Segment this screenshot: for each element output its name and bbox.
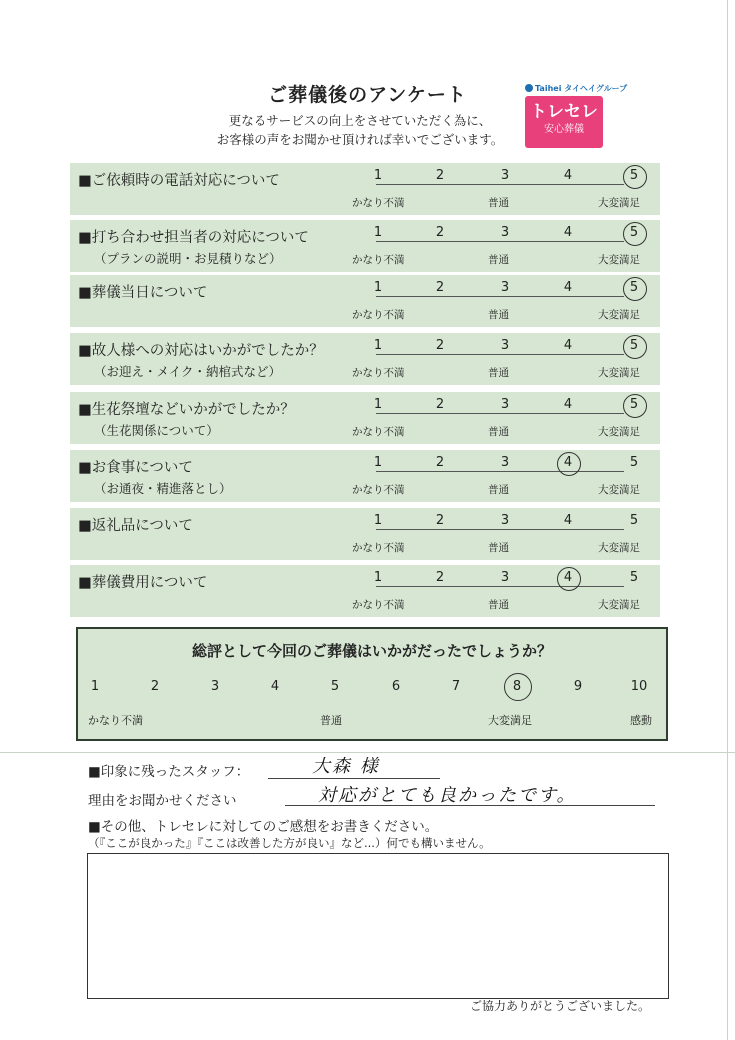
- question-subtitle: （お通夜・精進落とし）: [94, 481, 232, 496]
- question-row: [70, 392, 660, 444]
- question-title: ■生花祭壇などいかがでしたか？: [78, 402, 295, 418]
- rating-scale: [352, 454, 658, 500]
- overall-option-3[interactable]: 3: [210, 679, 220, 694]
- reason-answer[interactable]: 対応がとても良かったです。: [318, 785, 577, 806]
- scale-line: [376, 241, 624, 242]
- scale-mid-label: 普通: [488, 599, 509, 611]
- taihei-logo-icon: [525, 84, 533, 92]
- rating-option-2[interactable]: 2: [435, 455, 445, 470]
- rating-option-2[interactable]: 2: [435, 225, 445, 240]
- scale-high-label: 大変満足: [598, 599, 640, 611]
- rating-option-5[interactable]: 5: [629, 455, 639, 470]
- rating-option-3[interactable]: 3: [500, 280, 510, 295]
- question-subtitle: （生花関係について）: [94, 423, 219, 438]
- scale-line: [376, 529, 624, 530]
- rating-scale: [352, 224, 658, 270]
- rating-option-3[interactable]: 3: [500, 570, 510, 585]
- scale-high-label: 大変満足: [598, 542, 640, 554]
- rating-option-2[interactable]: 2: [435, 168, 445, 183]
- rating-scale: [352, 569, 658, 615]
- overall-scale-label: 普通: [320, 714, 342, 727]
- thanks-message: ご協力ありがとうございました。: [470, 999, 651, 1013]
- rating-option-3[interactable]: 3: [500, 513, 510, 528]
- selected-rating-circle: [623, 335, 647, 359]
- rating-option-3[interactable]: 3: [500, 397, 510, 412]
- intro-line-2: お客様の声をお聞かせ頂ければ幸いでございます。: [216, 132, 504, 147]
- rating-option-5[interactable]: 5: [629, 570, 639, 585]
- overall-option-7[interactable]: 7: [451, 679, 461, 694]
- question-row: [70, 163, 660, 215]
- scale-high-label: 大変満足: [598, 426, 640, 438]
- question-subtitle: （プランの説明・お見積りなど）: [94, 251, 282, 266]
- scale-low-label: かなり不満: [352, 254, 405, 266]
- overall-option-9[interactable]: 9: [573, 679, 583, 694]
- scale-low-label: かなり不満: [352, 484, 405, 496]
- staff-answer[interactable]: 大森 様: [312, 756, 380, 777]
- rating-option-1[interactable]: 1: [373, 397, 383, 412]
- rating-option-2[interactable]: 2: [435, 280, 445, 295]
- selected-rating-circle: [623, 222, 647, 246]
- rating-option-1[interactable]: 1: [373, 338, 383, 353]
- scale-mid-label: 普通: [488, 484, 509, 496]
- group-name-text: Taihei タイヘイグループ: [535, 84, 628, 93]
- rating-option-4[interactable]: 4: [563, 570, 573, 585]
- question-title: ■葬儀当日について: [78, 285, 208, 301]
- survey-title: ご葬儀後のアンケート: [268, 84, 467, 106]
- rating-option-3[interactable]: 3: [500, 225, 510, 240]
- overall-rating-box: [76, 627, 668, 741]
- question-row: [70, 565, 660, 617]
- selected-rating-circle: [623, 277, 647, 301]
- rating-option-4[interactable]: 4: [563, 338, 573, 353]
- scale-mid-label: 普通: [488, 542, 509, 554]
- comment-box[interactable]: [87, 853, 669, 999]
- question-title: ■返礼品について: [78, 518, 193, 534]
- scale-low-label: かなり不満: [352, 542, 405, 554]
- scale-low-label: かなり不満: [352, 309, 405, 321]
- rating-option-2[interactable]: 2: [435, 397, 445, 412]
- rating-option-4[interactable]: 4: [563, 397, 573, 412]
- rating-scale: [352, 279, 658, 325]
- scale-line: [376, 296, 624, 297]
- rating-option-4[interactable]: 4: [563, 280, 573, 295]
- rating-option-5[interactable]: 5: [629, 513, 639, 528]
- scale-mid-label: 普通: [488, 254, 509, 266]
- question-row: [70, 450, 660, 502]
- scale-high-label: 大変満足: [598, 309, 640, 321]
- scale-line: [376, 471, 624, 472]
- scale-line: [376, 354, 624, 355]
- staff-label: ■印象に残ったスタッフ：: [88, 764, 250, 780]
- rating-option-1[interactable]: 1: [373, 168, 383, 183]
- rating-scale: [352, 167, 658, 213]
- question-title: ■打ち合わせ担当者の対応について: [78, 230, 309, 246]
- rating-option-4[interactable]: 4: [563, 513, 573, 528]
- rating-scale: [352, 512, 658, 558]
- rating-scale: [352, 396, 658, 442]
- question-row: [70, 275, 660, 327]
- rating-option-2[interactable]: 2: [435, 570, 445, 585]
- selected-rating-circle: [623, 165, 647, 189]
- rating-option-1[interactable]: 1: [373, 513, 383, 528]
- group-name: [525, 83, 628, 94]
- rating-option-5[interactable]: 5: [629, 225, 639, 240]
- question-row: [70, 220, 660, 272]
- reason-label: 理由をお聞かせください: [88, 793, 237, 809]
- brand-box: [525, 96, 603, 148]
- selected-rating-circle: [623, 394, 647, 418]
- overall-option-1[interactable]: 1: [90, 679, 100, 694]
- rating-option-3[interactable]: 3: [500, 168, 510, 183]
- overall-option-2[interactable]: 2: [150, 679, 160, 694]
- selected-rating-circle: [557, 567, 581, 591]
- rating-option-5[interactable]: 5: [629, 338, 639, 353]
- question-row: [70, 508, 660, 560]
- overall-title: 総評として今回のご葬儀はいかがだったでしょうか？: [191, 642, 552, 660]
- overall-option-8[interactable]: 8: [512, 679, 522, 694]
- overall-option-5[interactable]: 5: [330, 679, 340, 694]
- scale-low-label: かなり不満: [352, 599, 405, 611]
- rating-scale: [352, 337, 658, 383]
- rating-option-2[interactable]: 2: [435, 338, 445, 353]
- rating-option-5[interactable]: 5: [629, 280, 639, 295]
- other-comments-note: （『ここが良かった』『ここは改善した方が良い』など...）何でも構いません。: [88, 836, 491, 850]
- rating-option-1[interactable]: 1: [373, 225, 383, 240]
- rating-option-5[interactable]: 5: [629, 168, 639, 183]
- overall-option-4[interactable]: 4: [270, 679, 280, 694]
- question-subtitle: （お迎え・メイク・納棺式など）: [94, 364, 282, 379]
- scale-high-label: 大変満足: [598, 197, 640, 209]
- scale-high-label: 大変満足: [598, 367, 640, 379]
- question-title: ■故人様への対応はいかがでしたか？: [78, 343, 324, 359]
- other-comments-label: ■その他、トレセレに対してのご感想をお書きください。: [88, 819, 439, 835]
- scale-line: [376, 586, 624, 587]
- overall-option-6[interactable]: 6: [391, 679, 401, 694]
- rating-option-4[interactable]: 4: [563, 168, 573, 183]
- rating-option-1[interactable]: 1: [373, 570, 383, 585]
- staff-underline: [268, 778, 440, 779]
- scale-low-label: かなり不満: [352, 197, 405, 209]
- selected-rating-circle: [557, 452, 581, 476]
- scale-high-label: 大変満足: [598, 254, 640, 266]
- scale-low-label: かなり不満: [352, 367, 405, 379]
- scale-high-label: 大変満足: [598, 484, 640, 496]
- question-title: ■ご依頼時の電話対応について: [78, 173, 280, 189]
- intro-line-1: 更なるサービスの向上をさせていただく為に、: [228, 113, 492, 128]
- overall-option-10[interactable]: 10: [630, 679, 648, 694]
- rating-option-1[interactable]: 1: [373, 280, 383, 295]
- question-title: ■葬儀費用について: [78, 575, 208, 591]
- scale-line: [376, 413, 624, 414]
- rating-option-2[interactable]: 2: [435, 513, 445, 528]
- overall-scale-label: 大変満足: [488, 714, 532, 727]
- rating-option-1[interactable]: 1: [373, 455, 383, 470]
- question-row: [70, 333, 660, 385]
- scale-mid-label: 普通: [488, 197, 509, 209]
- scale-mid-label: 普通: [488, 309, 509, 321]
- overall-scale-label: かなり不満: [88, 714, 143, 727]
- overall-selected-circle: [504, 673, 532, 701]
- scale-mid-label: 普通: [488, 367, 509, 379]
- rating-option-4[interactable]: 4: [563, 225, 573, 240]
- scale-mid-label: 普通: [488, 426, 509, 438]
- scale-line: [376, 184, 624, 185]
- scale-low-label: かなり不満: [352, 426, 405, 438]
- rating-option-3[interactable]: 3: [500, 455, 510, 470]
- brand-logo: [525, 83, 628, 148]
- rating-option-5[interactable]: 5: [629, 397, 639, 412]
- rating-option-4[interactable]: 4: [563, 455, 573, 470]
- question-title: ■お食事について: [78, 460, 193, 476]
- overall-scale-label: 感動: [630, 714, 652, 727]
- rating-option-3[interactable]: 3: [500, 338, 510, 353]
- brand-sub: 安心葬儀: [544, 124, 584, 135]
- brand-main: トレセレ: [530, 102, 598, 122]
